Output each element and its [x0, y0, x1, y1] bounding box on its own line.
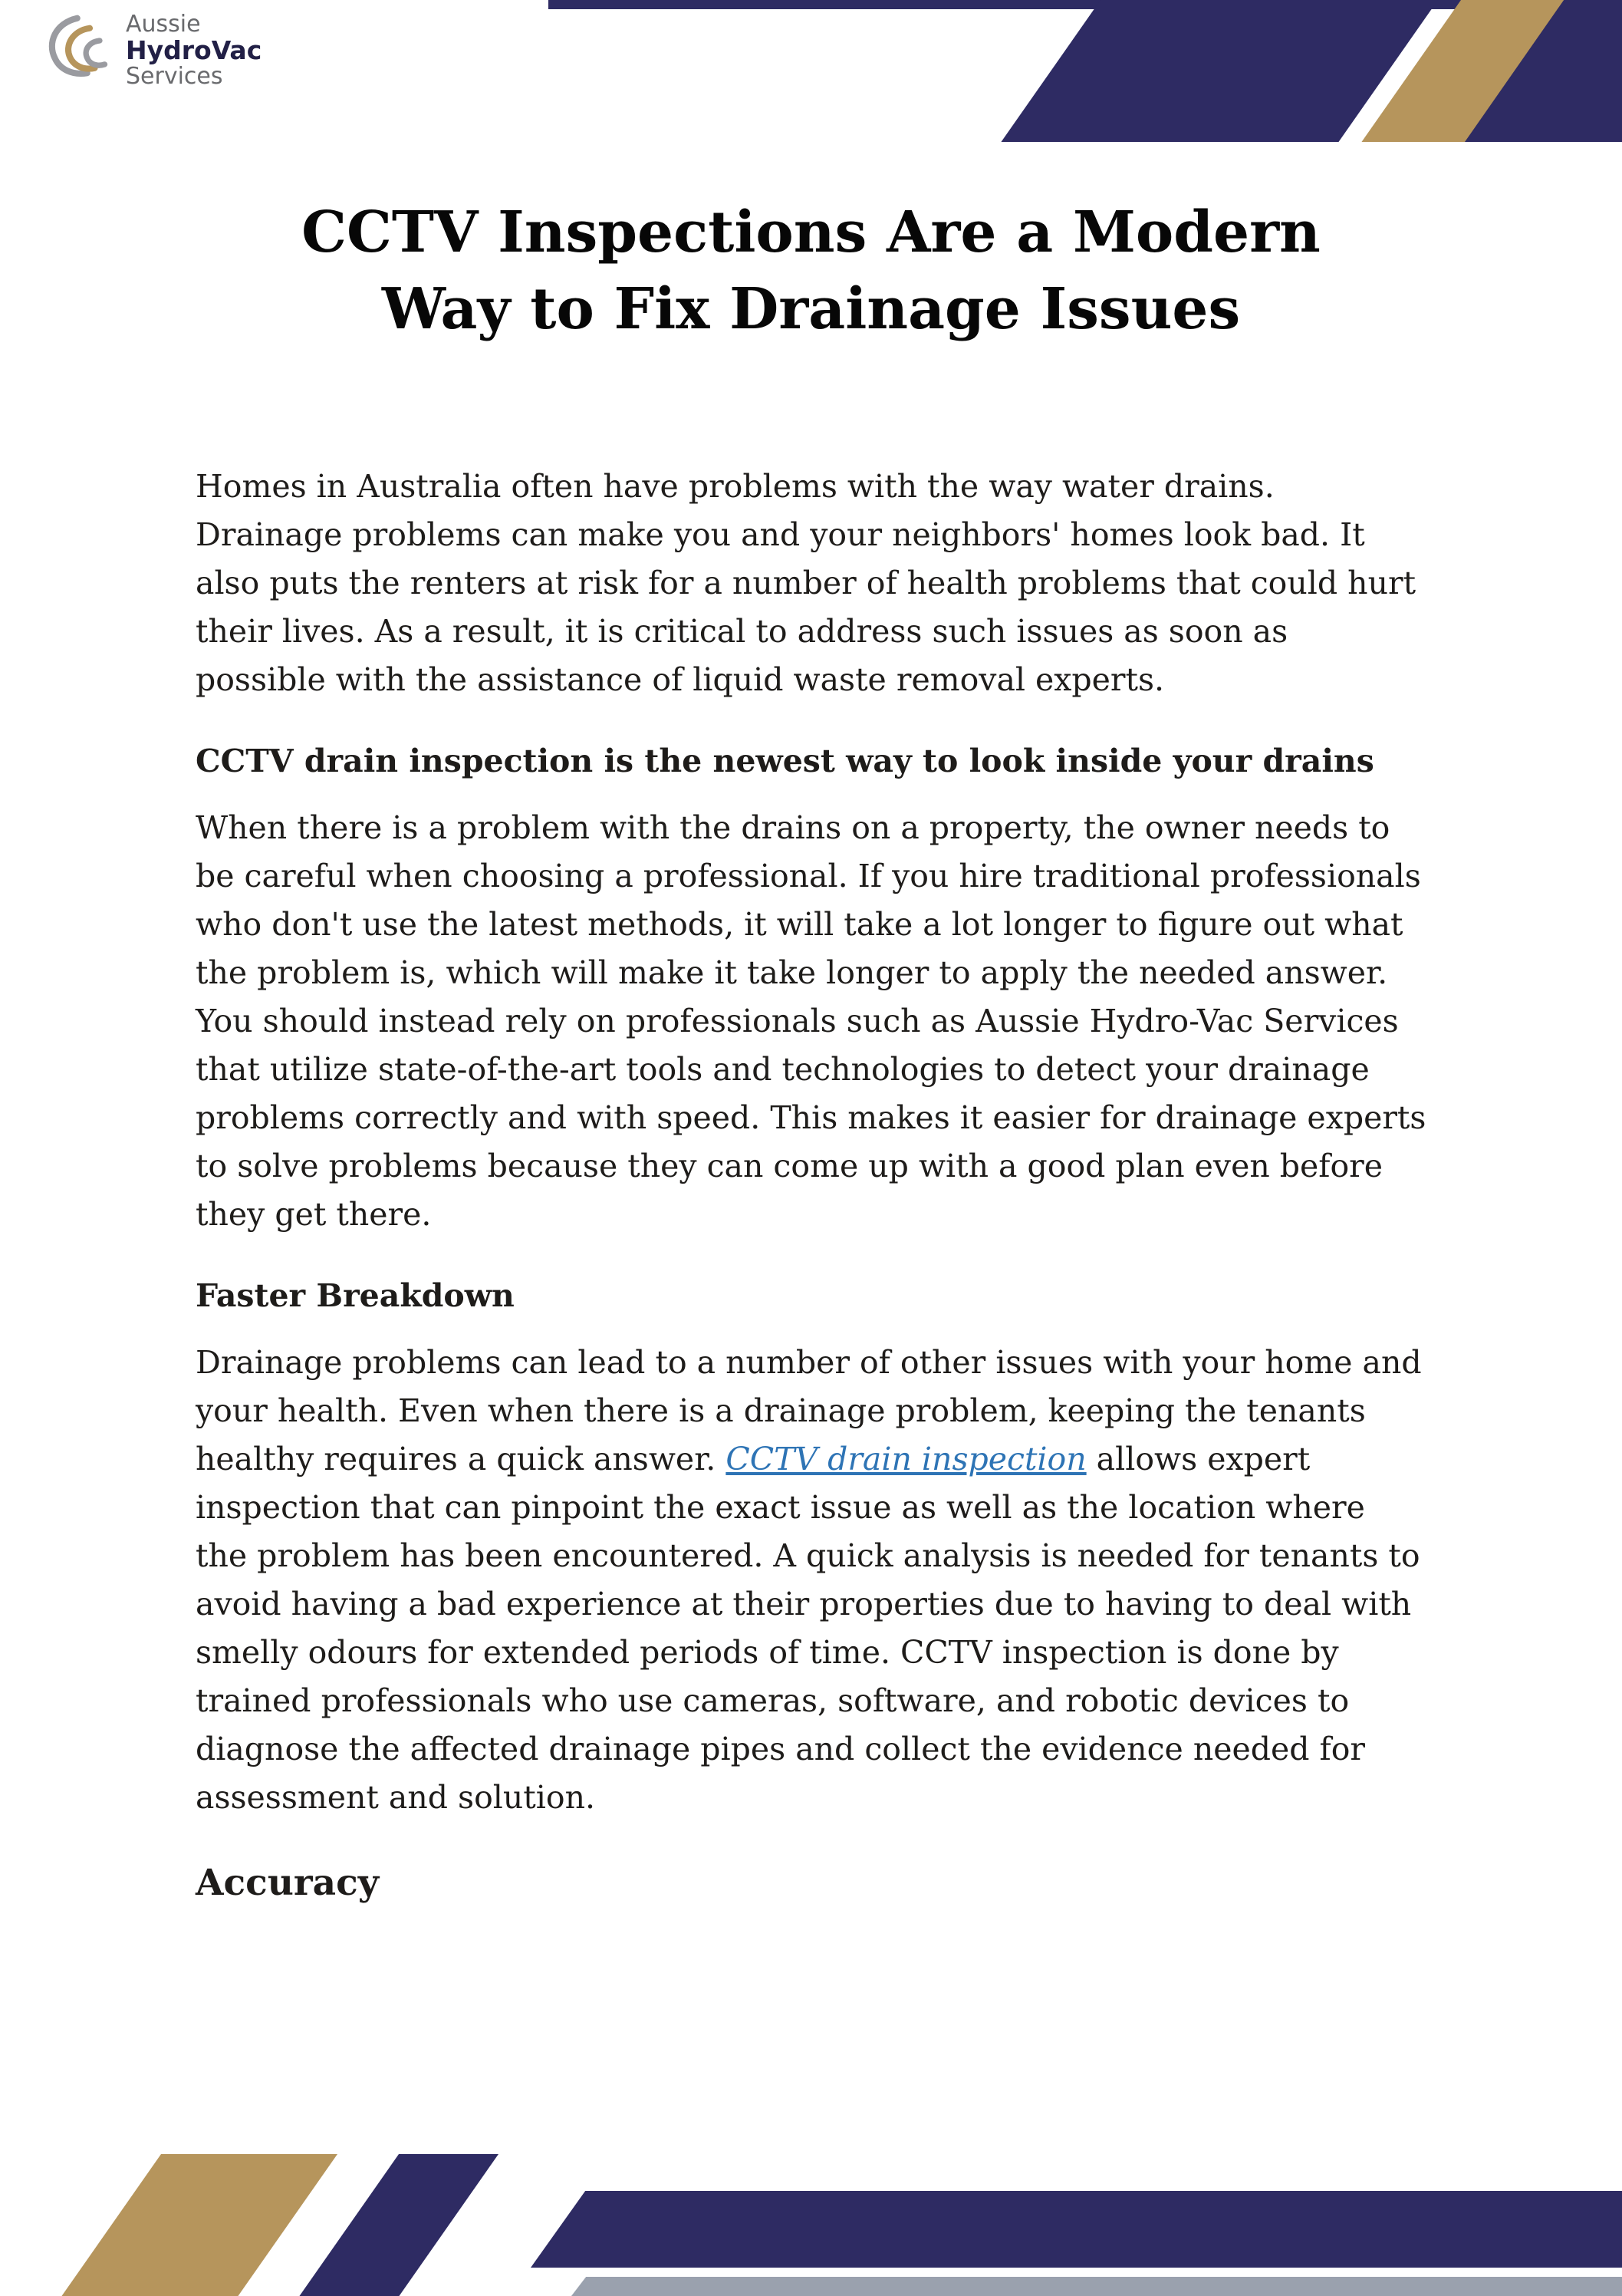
faster-breakdown-text-after-link: allows expert inspection that can pinpoint the exact issue as well as the location where the problem has been encountered. A quick analysis is needed for tenants to avoid having a bad experience at their properties due to having to deal with smelly odours for extended periods of time. CCTV inspection is done by trained professionals who use cameras, software, and robotic devices to diagnose the affected drainage pipes and collect the evidence needed for assessment and solution. [196, 1441, 1420, 1816]
company-logo [40, 11, 262, 91]
heading-accuracy: Accuracy [196, 1862, 380, 1904]
faster-breakdown-text-before-link: Drainage problems can lead to a number of other issues with your home and your health. Even when there is a drainage problem, keeping the tenants healthy requires a quick answer. [196, 1344, 1422, 1477]
logo-text-hydrovac: HydroVac [126, 35, 262, 66]
heading-cctv-drain-inspection: CCTV drain inspection is the newest way to look inside your drains [196, 743, 1374, 779]
paragraph-cctv-drain-inspection: When there is a problem with the drains on a property, the owner needs to be careful when choosing a professional. If you hire traditional professionals who don't use the latest methods, it will take a lot longer to figure out what the problem is, which will make it take longer to apply the needed answer. You should instead rely on professionals such as Aussie Hydro-Vac Services that utilize state-of-the-art tools and technologies to detect your drainage problems correctly and with speed. This makes it easier for drainage experts to solve problems because they can come up with a good plan even before they get there. [196, 809, 1426, 1233]
document-content [196, 194, 1426, 1905]
top-navy-stripe [1001, 0, 1438, 142]
cctv-drain-inspection-link[interactable]: CCTV drain inspection [725, 1441, 1087, 1477]
paragraph-faster-breakdown [196, 1339, 1426, 1822]
logo-text-services: Services [126, 62, 223, 90]
bottom-navy-stripe [299, 2154, 498, 2296]
document-title-line-2: Way to Fix Drainage Issues [381, 276, 1241, 342]
document-title [196, 194, 1426, 348]
document-title-line-1: CCTV Inspections Are a Modern [301, 199, 1321, 265]
heading-faster-breakdown: Faster Breakdown [196, 1277, 515, 1314]
bottom-gold-stripe [61, 2154, 337, 2296]
logo-text-aussie: Aussie [126, 10, 201, 38]
bottom-gray-bar [571, 2277, 1622, 2296]
logo-text [126, 12, 262, 89]
bottom-navy-bar [531, 2191, 1622, 2268]
logo-swirl-icon [40, 11, 120, 91]
paragraph-intro: Homes in Australia often have problems with the way water drains. Drainage problems can make you and your neighbors' homes look bad. It also puts the renters at risk for a number of health problems that could hurt their lives. As a result, it is critical to address such issues as soon as possible with the assistance of liquid waste removal experts. [196, 468, 1416, 698]
